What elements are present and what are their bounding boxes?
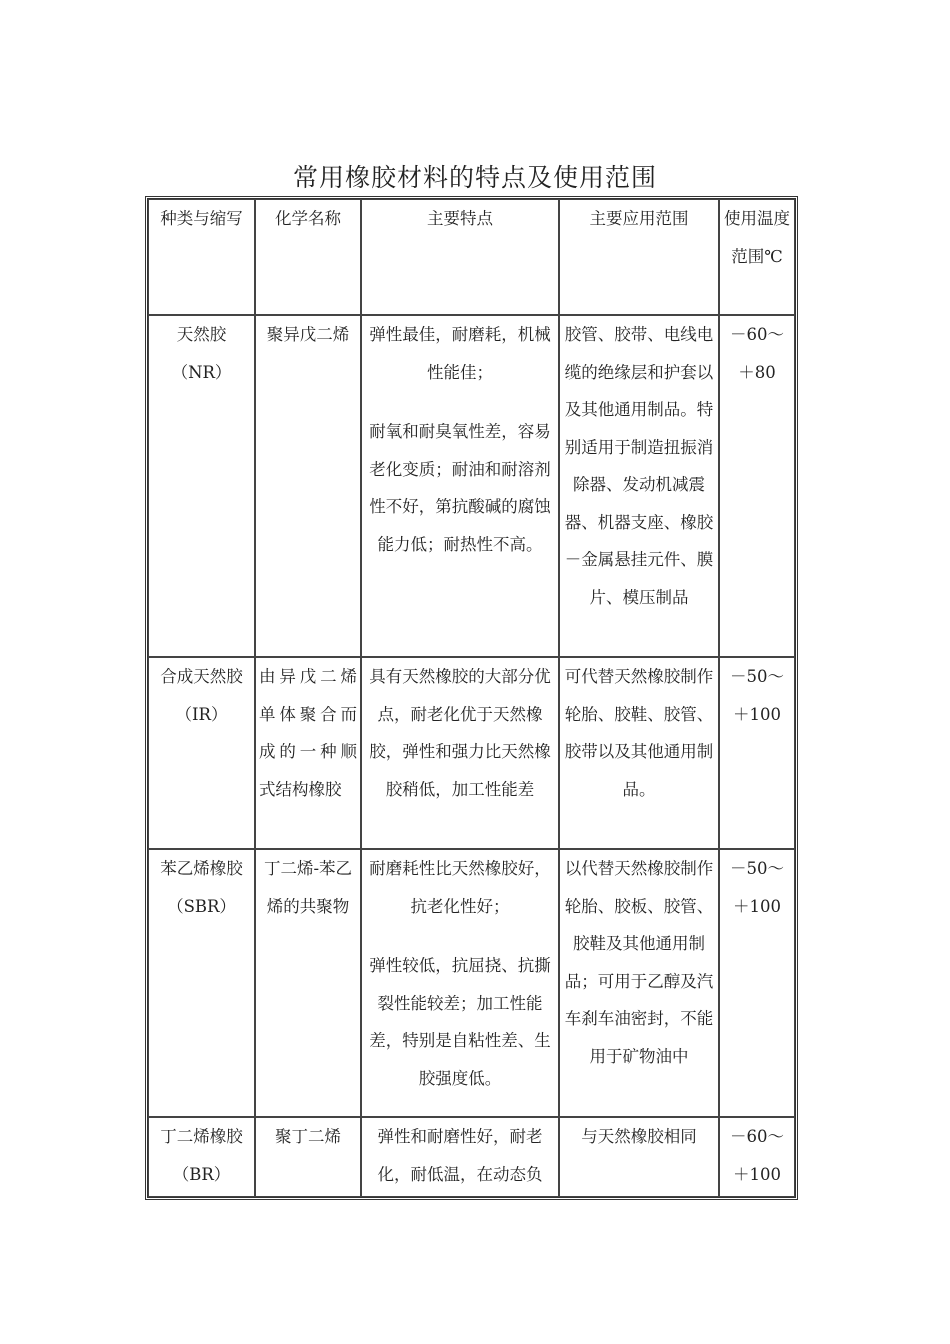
table-header-row — [148, 199, 795, 315]
table-row — [148, 657, 795, 849]
features-disadvantages: 耐氧和耐臭氧性差，容易老化变质；耐油和耐溶剂性不好，第抗酸碱的腐蚀能力低；耐热性不高。 — [369, 422, 551, 554]
features-cell — [361, 849, 559, 1117]
features-cell — [361, 315, 559, 657]
temp-cell — [719, 1117, 795, 1197]
type-cell — [148, 849, 255, 1117]
type-cell — [148, 657, 255, 849]
type-abbr: （BR） — [172, 1164, 231, 1184]
chem-cell: 由异戊二烯单体聚合而成的一种顺式结构橡胶 — [255, 657, 361, 849]
chem-cell: 聚丁二烯 — [255, 1117, 361, 1197]
apps-cell: 胶管、胶带、电线电缆的绝缘层和护套以及其他通用制品。特别适用于制造扭振消除器、发动机减震器、机器支座、橡胶－金属悬挂元件、膜片、模压制品 — [559, 315, 719, 657]
temp-cell — [719, 849, 795, 1117]
temp-high: ＋100 — [733, 704, 781, 724]
table-row — [148, 1117, 795, 1197]
type-abbr: （IR） — [175, 704, 228, 724]
features-advantages: 弹性最佳，耐磨耗，机械性能佳； — [369, 325, 551, 382]
temp-cell — [719, 657, 795, 849]
rubber-materials-table — [145, 196, 798, 1200]
type-name: 丁二烯橡胶 — [160, 1127, 243, 1146]
header-temp: 使用温度范围℃ — [719, 199, 795, 315]
header-features: 主要特点 — [361, 199, 559, 315]
type-name: 合成天然胶 — [160, 667, 243, 686]
type-abbr: （SBR） — [167, 896, 236, 916]
type-cell — [148, 1117, 255, 1197]
temp-high: ＋100 — [733, 1164, 781, 1184]
chem-cell: 聚异戊二烯 — [255, 315, 361, 657]
header-chem: 化学名称 — [255, 199, 361, 315]
temp-low: －60～ — [730, 325, 784, 344]
apps-cell: 可代替天然橡胶制作轮胎、胶鞋、胶管、胶带以及其他通用制品。 — [559, 657, 719, 849]
table-row — [148, 849, 795, 1117]
temp-high: ＋100 — [733, 896, 781, 916]
features-advantages: 耐磨耗性比天然橡胶好，抗老化性好； — [369, 859, 551, 916]
temp-cell — [719, 315, 795, 657]
type-name: 苯乙烯橡胶 — [160, 859, 243, 878]
features-cell: 具有天然橡胶的大部分优点，耐老化优于天然橡胶，弹性和强力比天然橡胶稍低，加工性能差 — [361, 657, 559, 849]
temp-low: －50～ — [730, 667, 784, 686]
page-title: 常用橡胶材料的特点及使用范围 — [292, 163, 657, 192]
features-cell: 弹性和耐磨性好，耐老化，耐低温，在动态负 — [361, 1117, 559, 1197]
features-disadvantages: 弹性较低，抗屈挠、抗撕裂性能较差；加工性能差，特别是自粘性差、生胶强度低。 — [369, 956, 551, 1088]
header-apps: 主要应用范围 — [559, 199, 719, 315]
temp-low: －60～ — [730, 1127, 784, 1146]
rubber-table-container — [145, 196, 798, 1200]
apps-cell: 与天然橡胶相同 — [559, 1117, 719, 1197]
type-name: 天然胶 — [176, 325, 227, 344]
header-type: 种类与缩写 — [148, 199, 255, 315]
chem-cell: 丁二烯-苯乙烯的共聚物 — [255, 849, 361, 1117]
apps-cell: 以代替天然橡胶制作轮胎、胶板、胶管、胶鞋及其他通用制品；可用于乙醇及汽车刹车油密封，不能用于矿物油中 — [559, 849, 719, 1117]
type-abbr: （NR） — [171, 362, 232, 382]
type-cell — [148, 315, 255, 657]
table-row — [148, 315, 795, 657]
temp-low: －50～ — [730, 859, 784, 878]
temp-high: ＋80 — [738, 362, 776, 382]
